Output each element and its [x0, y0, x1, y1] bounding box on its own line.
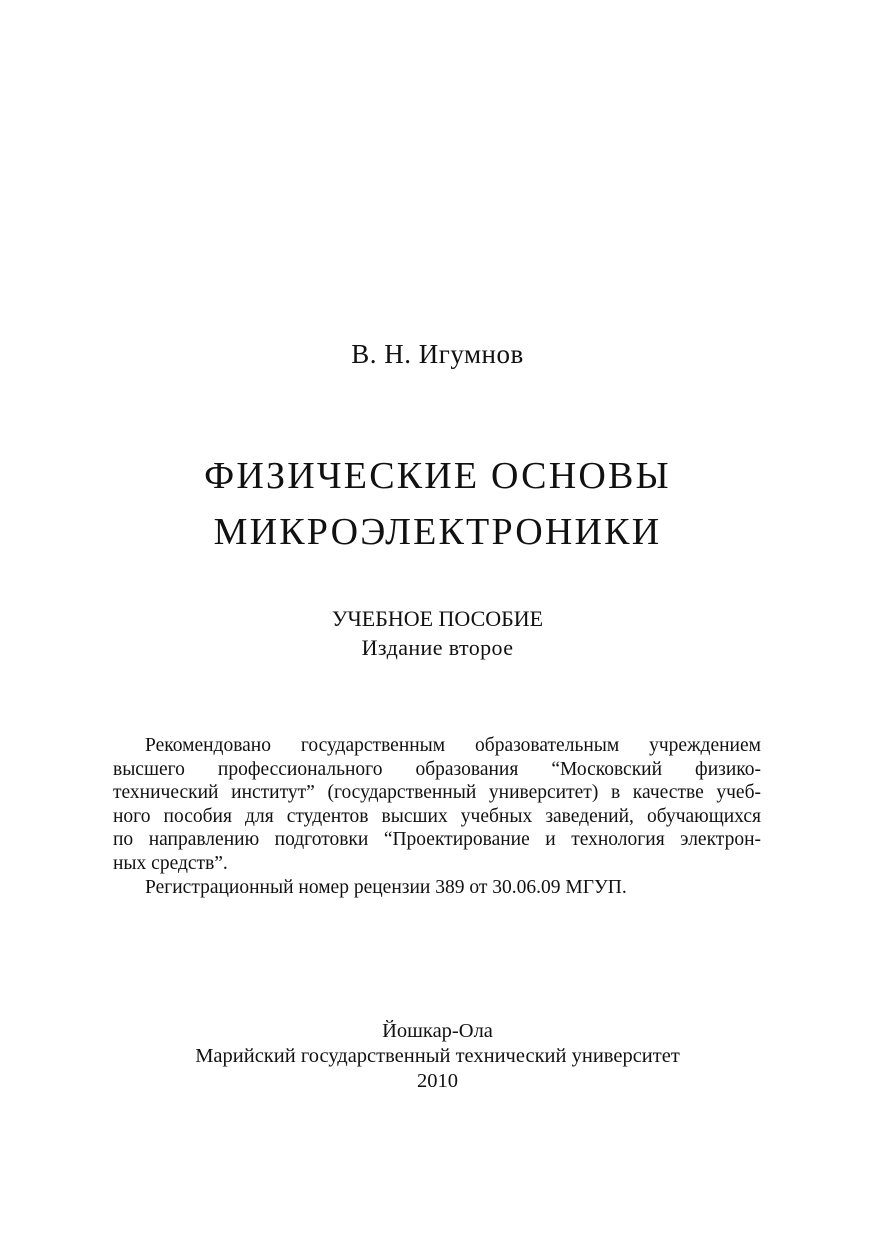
publication-city: Йошкар-Ола [382, 1020, 493, 1042]
book-title-line-1: ФИЗИЧЕСКИЕ ОСНОВЫ [204, 455, 671, 497]
recommendation-line: технический институт” (государственный университет) в качестве учеб- [113, 782, 761, 804]
author-name: В. Н. Игумнов [351, 339, 524, 369]
book-subtitle [0, 604, 875, 662]
recommendation-line: по направлению подготовки “Проектирование и технология электрон- [113, 829, 761, 851]
imprint-block [0, 1019, 875, 1094]
book-title-line-2: МИКРОЭЛЕКТРОНИКИ [213, 511, 662, 553]
recommendation-line: ного пособия для студентов высших учебных заведений, обучающихся [113, 805, 761, 827]
edition-label: Издание второе [361, 635, 514, 660]
recommendation-line: Рекомендовано государственным образовательным учреждением [145, 735, 761, 756]
recommendation-line: ных средств”. [113, 852, 228, 874]
publication-type: УЧЕБНОЕ ПОСОБИЕ [331, 606, 544, 631]
recommendation-block [113, 734, 761, 899]
recommendation-line: высшего профессионального образования “Московский физико- [113, 758, 761, 780]
book-title [0, 448, 875, 560]
registration-number: Регистрационный номер рецензии 389 от 30.06.09 МГУП. [145, 876, 627, 898]
publication-year: 2010 [417, 1070, 458, 1092]
publisher-name: Марийский государственный технический университет [195, 1045, 680, 1067]
